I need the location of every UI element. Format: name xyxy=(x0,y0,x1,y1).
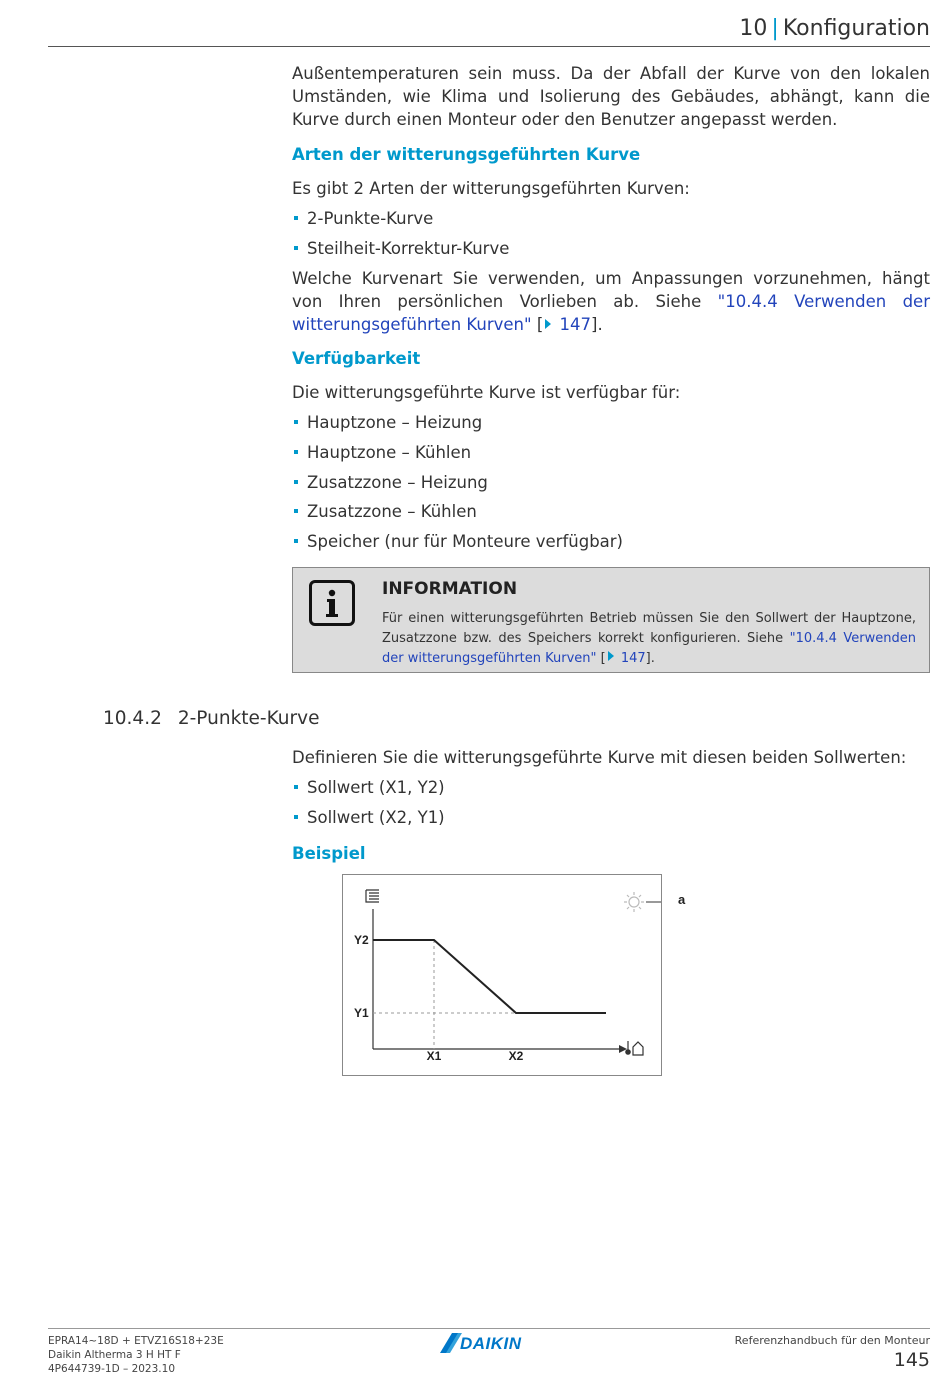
list-item: Hauptzone – Kühlen xyxy=(292,441,930,464)
arten-paragraph xyxy=(292,267,930,336)
verf-item-4 xyxy=(292,500,930,523)
footer-rule xyxy=(48,1328,930,1329)
arten-lead-block xyxy=(292,177,930,200)
info-bracket-open: [ xyxy=(596,651,606,666)
verfuegbarkeit-heading: Verfügbarkeit xyxy=(292,349,421,368)
footer-left xyxy=(48,1334,224,1376)
page-ref-link[interactable]: 147 xyxy=(554,315,592,334)
information-box xyxy=(292,567,930,673)
section-number: 10.4.2 xyxy=(103,708,162,729)
footer-product: Daikin Altherma 3 H HT F xyxy=(48,1349,181,1361)
footer-model: EPRA14~18D + ETVZ16S18+23E xyxy=(48,1335,224,1347)
daikin-logo xyxy=(440,1333,540,1361)
verfuegbarkeit-lead: Die witterungsgeführte Kurve ist verfügbar für: xyxy=(292,383,681,402)
section-lead-block xyxy=(292,746,930,769)
list-item: Speicher (nur für Monteure verfügbar) xyxy=(292,530,930,553)
page-number: 145 xyxy=(893,1349,930,1371)
verf-item-2 xyxy=(292,441,930,464)
header-separator: | xyxy=(771,16,779,41)
arten-list-item-2 xyxy=(292,237,930,260)
sun-icon xyxy=(624,892,644,912)
section-title xyxy=(103,708,319,729)
chart-svg xyxy=(343,875,661,1075)
info-title: INFORMATION xyxy=(382,579,518,599)
arten-paragraph-text: Welche Kurvenart Sie verwenden, um Anpassungen vorzunehmen, hängt von Ihren persönlichen Vorlieben ab. Siehe xyxy=(292,269,930,311)
chapter-number: 10 xyxy=(739,16,768,41)
beispiel-heading-block xyxy=(292,844,930,863)
footer-manual: Referenzhandbuch für den Monteur xyxy=(734,1334,930,1347)
outdoor-temperature-icon xyxy=(626,1041,643,1055)
verf-item-5 xyxy=(292,530,930,553)
footer-doc-id: 4P644739-1D – 2023.10 xyxy=(48,1363,175,1375)
verfuegbarkeit-heading-block xyxy=(292,349,930,368)
header-rule xyxy=(48,46,930,47)
section-item-1 xyxy=(292,776,930,799)
bracket-open: [ xyxy=(531,315,544,334)
verf-item-1 xyxy=(292,411,930,434)
info-link-verwenden-kurven[interactable]: "10.4.4 Verwenden der witterungsgeführten Kurven" xyxy=(382,631,916,666)
bracket-close: ]. xyxy=(591,315,603,334)
info-bracket-close: ]. xyxy=(645,651,655,666)
section-name: 2-Punkte-Kurve xyxy=(177,708,320,729)
verf-item-3 xyxy=(292,471,930,494)
info-page-ref-arrow-icon xyxy=(608,651,614,661)
info-text xyxy=(382,609,916,669)
list-item: 2-Punkte-Kurve xyxy=(292,207,930,230)
section-item-2 xyxy=(292,806,930,829)
arten-block xyxy=(292,145,930,164)
page-ref-arrow-icon xyxy=(545,319,551,329)
verfuegbarkeit-lead-block xyxy=(292,381,930,404)
x-tick-label-x1: X1 xyxy=(426,1049,442,1063)
y-tick-label-y2: Y2 xyxy=(354,933,369,947)
arten-lead: Es gibt 2 Arten der witterungsgeführten Kurven: xyxy=(292,179,690,198)
flow-temperature-icon xyxy=(366,890,379,902)
callout-label: a xyxy=(678,892,686,907)
list-item: Steilheit-Korrektur-Kurve xyxy=(292,237,930,260)
arten-para-block xyxy=(292,267,930,336)
link-verwenden-kurven[interactable]: "10.4.4 Verwenden der witterungsgeführten Kurven" xyxy=(292,292,930,334)
list-item: Sollwert (X2, Y1) xyxy=(292,806,930,829)
weather-curve-chart xyxy=(342,874,662,1076)
arten-list-item-1 xyxy=(292,207,930,230)
curve-line xyxy=(373,940,606,1013)
x-tick-label-x2: X2 xyxy=(508,1049,524,1063)
info-icon xyxy=(309,580,355,626)
intro-paragraph: Außentemperaturen sein muss. Da der Abfall der Kurve von den lokalen Umständen, wie Klima und Isolierung des Gebäudes, abhängt, kann die Kurve durch einen Monteur oder den Benutzer angepasst werden. xyxy=(292,64,930,129)
y-tick-label-y1: Y1 xyxy=(354,1006,369,1020)
info-text-body: Für einen witterungsgeführten Betrieb müssen Sie den Sollwert der Hauptzone, Zusatzzone bzw. des Speichers korrekt konfigurieren. Siehe xyxy=(382,611,916,646)
chapter-title: Konfiguration xyxy=(782,16,930,41)
daikin-logo-text: DAIKIN xyxy=(460,1334,522,1353)
list-item: Sollwert (X1, Y2) xyxy=(292,776,930,799)
list-item: Zusatzzone – Kühlen xyxy=(292,500,930,523)
arten-heading: Arten der witterungsgeführten Kurve xyxy=(292,145,641,164)
list-item: Hauptzone – Heizung xyxy=(292,411,930,434)
list-item: Zusatzzone – Heizung xyxy=(292,471,930,494)
section-lead: Definieren Sie die witterungsgeführte Kurve mit diesen beiden Sollwerten: xyxy=(292,748,907,767)
intro-block xyxy=(292,62,930,131)
beispiel-heading: Beispiel xyxy=(292,844,366,863)
info-page-ref-link[interactable]: 147 xyxy=(616,651,646,666)
chapter-header xyxy=(739,16,930,41)
